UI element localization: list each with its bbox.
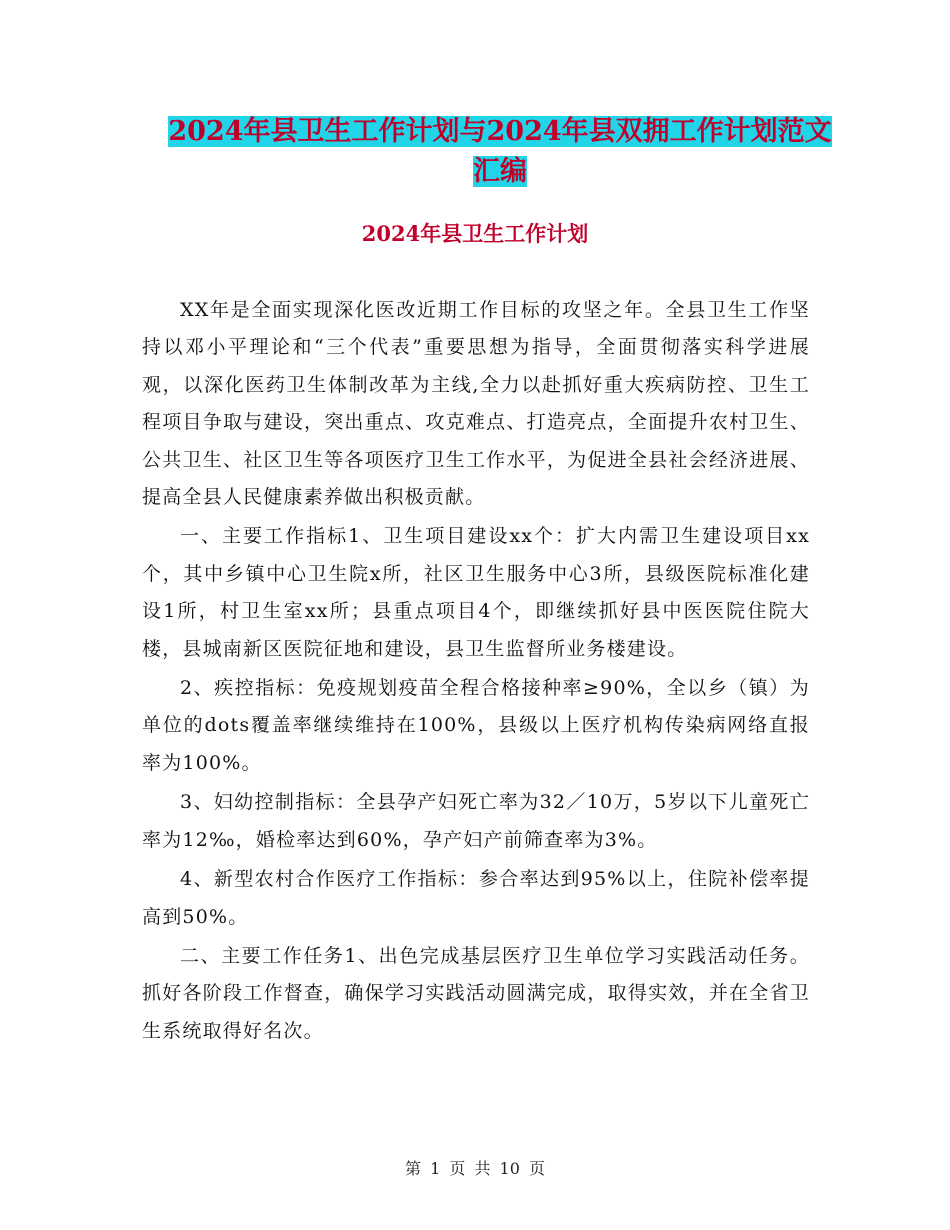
document-title — [120, 112, 880, 192]
paragraph: 3、妇幼控制指标：全县孕产妇死亡率为32／10万，5岁以下儿童死亡率为12‰，婚检率达到60%，孕产妇产前筛查率为3%。 — [142, 791, 810, 851]
paragraph: 二、主要工作任务1、出色完成基层医疗卫生单位学习实践活动任务。抓好各阶段工作督查，确保学习实践活动圆满完成，取得实效，并在全省卫生系统取得好名次。 — [142, 944, 810, 1042]
section-title: 2024年县卫生工作计划 — [361, 221, 589, 246]
document-title-line1: 2024年县卫生工作计划与2024年县双拥工作计划范文 — [168, 116, 832, 147]
paragraph: 4、新型农村合作医疗工作指标：参合率达到95%以上，住院补偿率提高到50%。 — [142, 868, 810, 928]
paragraph: XX年是全面实现深化医改近期工作目标的攻坚之年。全县卫生工作坚持以邓小平理论和“三个代表”重要思想为指导，全面贯彻落实科学进展观，以深化医药卫生体制改革为主线,全力以赴抓好重大疾病防控、卫生工程项目争取与建设，突出重点、攻克难点、打造亮点，全面提升农村卫生、公共卫生、社区卫生等各项医疗卫生工作水平，为促进全县社会经济进展、提高全县人民健康素养做出积极贡献。 — [142, 299, 810, 509]
document-title-line2: 汇编 — [473, 156, 527, 187]
paragraph: 2、疾控指标：免疫规划疫苗全程合格接种率≥90%，全以乡（镇）为单位的dots覆盖率继续维持在100%，县级以上医疗机构传染病网络直报率为100%。 — [142, 677, 810, 774]
page-footer: 第 1 页 共 10 页 — [405, 1159, 545, 1178]
body-text — [142, 292, 810, 1052]
paragraph: 一、主要工作指标1、卫生项目建设xx个：扩大内需卫生建设项目xx个，其中乡镇中心卫生院x所，社区卫生服务中心3所，县级医院标准化建设1所，村卫生室xx所；县重点项目4个，即继续抓好县中医医院住院大楼，县城南新区医院征地和建设，县卫生监督所业务楼建设。 — [142, 525, 810, 660]
